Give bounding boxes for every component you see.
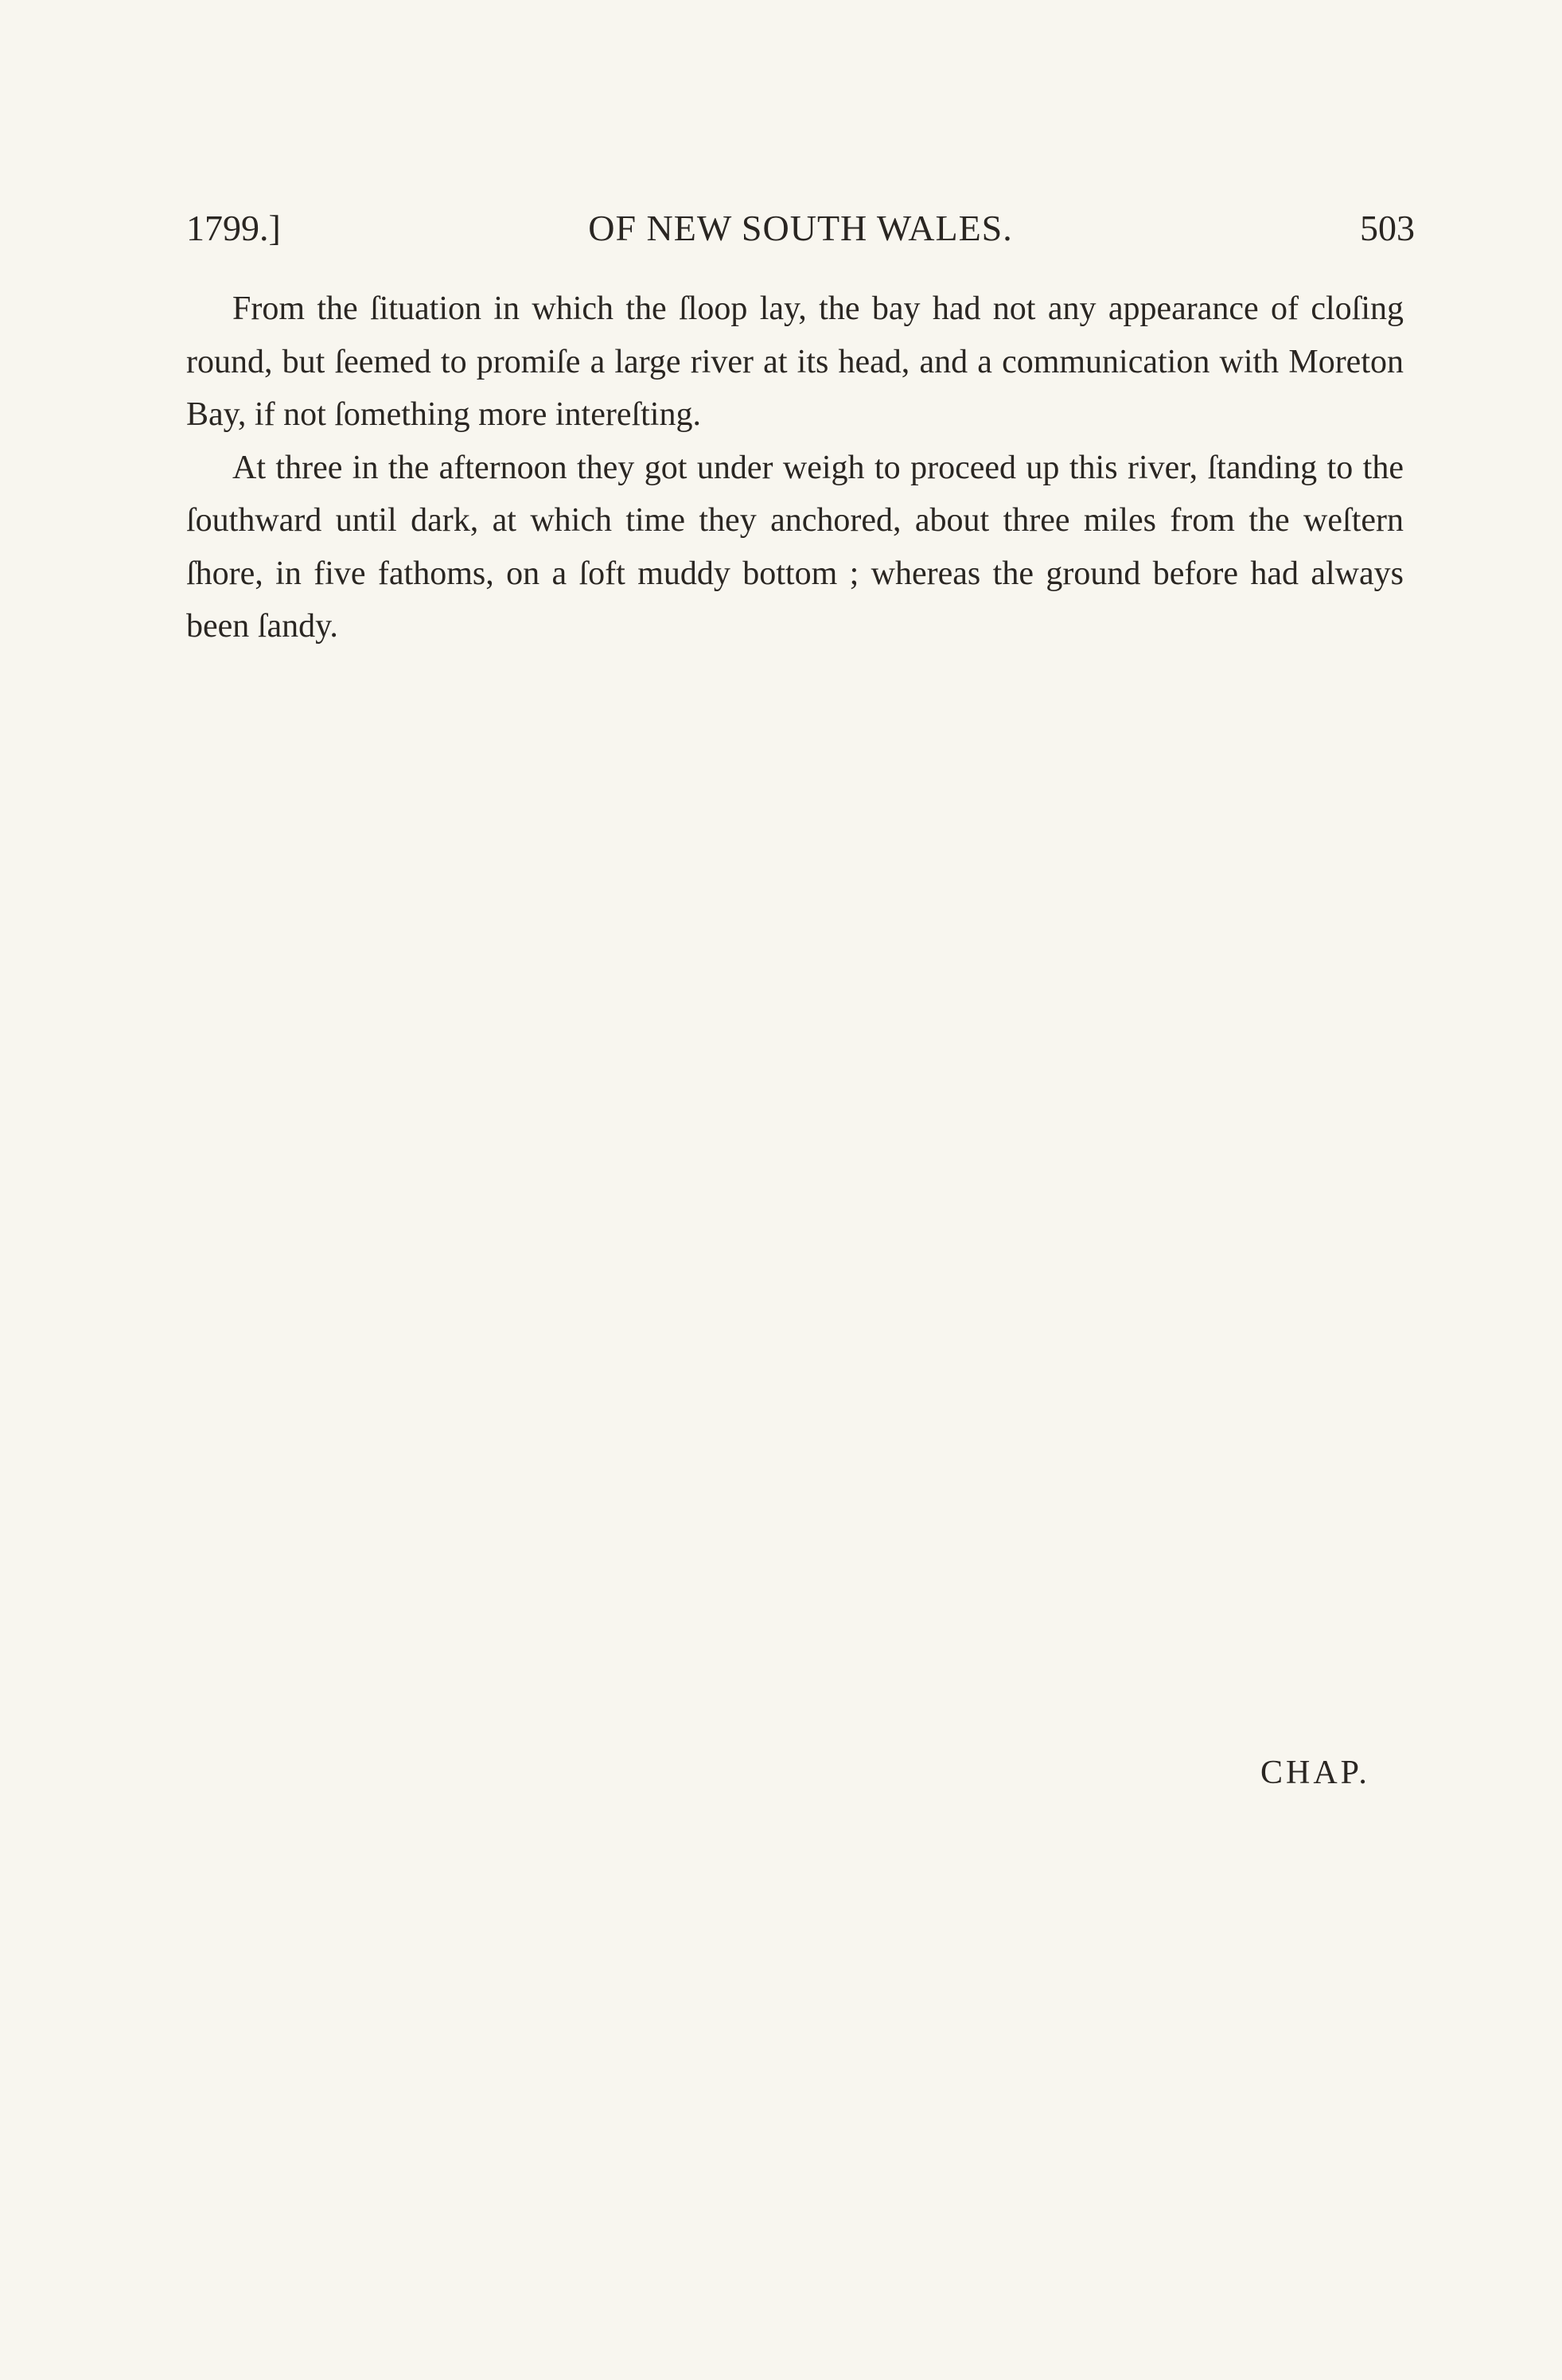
catchword: CHAP. [1260,1755,1370,1791]
running-head-year: 1799.] [186,208,281,248]
page-number: 503 [1360,208,1415,248]
paragraph: At three in the afternoon they got under weigh to proceed up this river, ſtanding to the ſouthward until dark, at which time they anchored, about three miles from the weſtern ſhore, in five fathoms, on a ſoft muddy bottom ; whereas the ground before had always been ſandy. [186,449,1404,645]
running-head-title: OF NEW SOUTH WALES. [588,208,1013,248]
running-head [186,201,1415,256]
paragraph: From the ſituation in which the ſloop lay, the bay had not any appearance of cloſing round, but ſeemed to promiſe a large river at its head, and a communication with Moreton Bay, if not ſomething more intereſting. [186,290,1404,433]
body-text [186,282,1404,653]
